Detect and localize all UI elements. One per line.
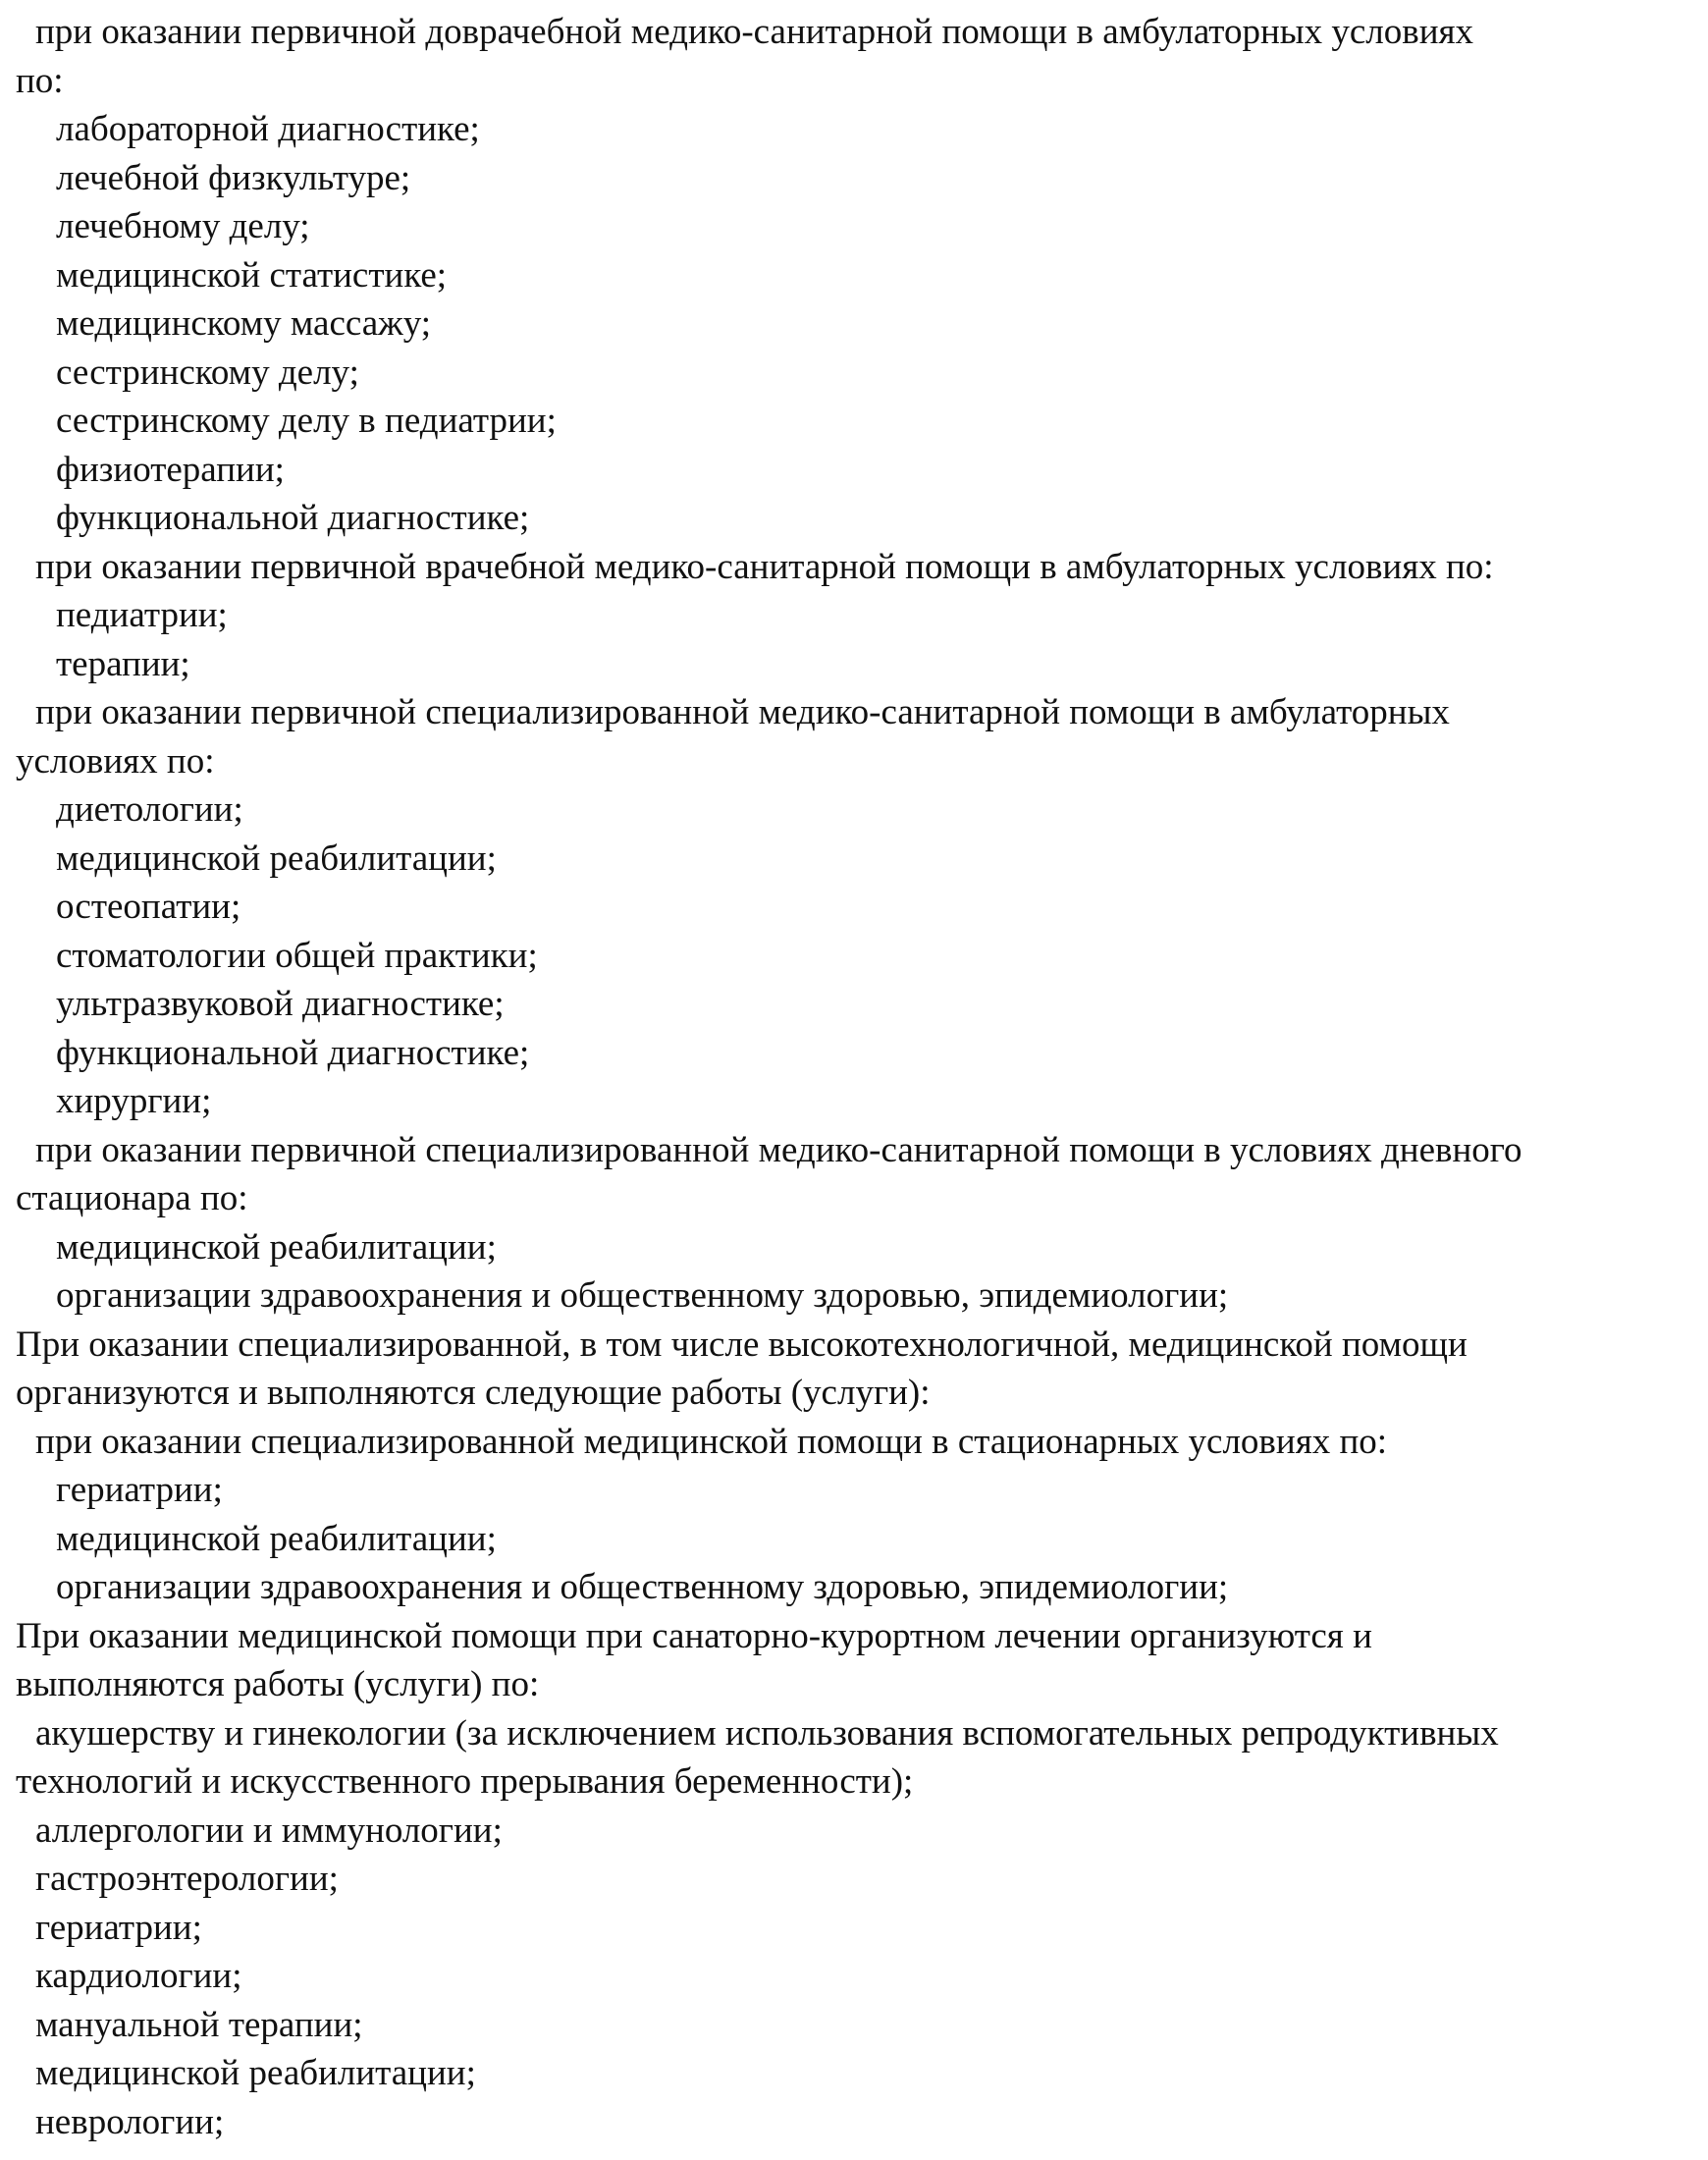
text-line: при оказании первичной специализированной медико-санитарной помощи в амбулаторных [35, 692, 1450, 732]
text-line: При оказании специализированной, в том числе высокотехнологичной, медицинской помощи [16, 1323, 1468, 1365]
list-item: медицинской реабилитации; [56, 1226, 497, 1268]
list-item: функциональной диагностике; [56, 1032, 530, 1073]
text-line: при оказании первичной доврачебной медико-санитарной помощи в амбулаторных условиях [35, 12, 1474, 52]
list-item: медицинской реабилитации; [56, 837, 497, 879]
list-item: гериатрии; [56, 1470, 223, 1510]
list-item: терапии; [56, 643, 190, 684]
list-item: сестринскому делу в педиатрии; [56, 401, 557, 441]
text-line: выполняются работы (услуги) по: [16, 1664, 540, 1704]
text-line: организуются и выполняются следующие работы (услуги): [16, 1373, 931, 1413]
list-item: функциональной диагностике; [56, 498, 530, 538]
list-item: организации здравоохранения и общественному здоровью, эпидемиологии; [56, 1275, 1229, 1316]
list-item: гастроэнтерологии; [35, 1859, 339, 1899]
list-item: лабораторной диагностике; [56, 109, 480, 149]
list-item: аллергологии и иммунологии; [35, 1809, 503, 1851]
list-item: кардиологии; [35, 1956, 242, 1996]
text-line: при оказании первичной специализированной медико-санитарной помощи в условиях дневного [35, 1129, 1522, 1170]
list-item: медицинскому массажу; [56, 303, 432, 344]
list-item: мануальной терапии; [35, 2004, 363, 2045]
text-line: технологий и искусственного прерывания беременности); [16, 1761, 914, 1802]
list-item: медицинской статистике; [56, 254, 448, 296]
text-line: стационара по: [16, 1178, 248, 1218]
list-item: остеопатии; [56, 887, 241, 927]
list-item: ультразвуковой диагностике; [56, 984, 505, 1024]
list-item: организации здравоохранения и общественному здоровью, эпидемиологии; [56, 1567, 1229, 1607]
document-body [16, 8, 1696, 2146]
text-line: условиях по: [16, 740, 215, 782]
list-item: лечебной физкультуре; [56, 157, 411, 198]
list-item: медицинской реабилитации; [56, 1518, 497, 1559]
list-item: физиотерапии; [56, 449, 285, 490]
text-line: при оказании первичной врачебной медико-санитарной помощи в амбулаторных условиях по: [35, 546, 1494, 587]
list-item: лечебному делу; [56, 206, 310, 246]
list-item: медицинской реабилитации; [35, 2053, 476, 2093]
list-item: сестринскому делу; [56, 351, 359, 393]
list-item: хирургии; [56, 1081, 212, 1121]
list-item: неврологии; [35, 2101, 225, 2142]
list-item: гериатрии; [35, 1907, 202, 1948]
list-item: диетологии; [56, 789, 243, 830]
text-line: при оказании специализированной медицинской помощи в стационарных условиях по: [35, 1421, 1388, 1462]
list-item: стоматологии общей практики; [56, 935, 538, 976]
list-item: педиатрии; [56, 595, 228, 635]
text-line: При оказании медицинской помощи при санаторно-курортном лечении организуются и [16, 1615, 1372, 1656]
text-line: акушерству и гинекологии (за исключением использования вспомогательных репродуктивных [35, 1712, 1499, 1754]
text-line: по: [16, 60, 64, 101]
